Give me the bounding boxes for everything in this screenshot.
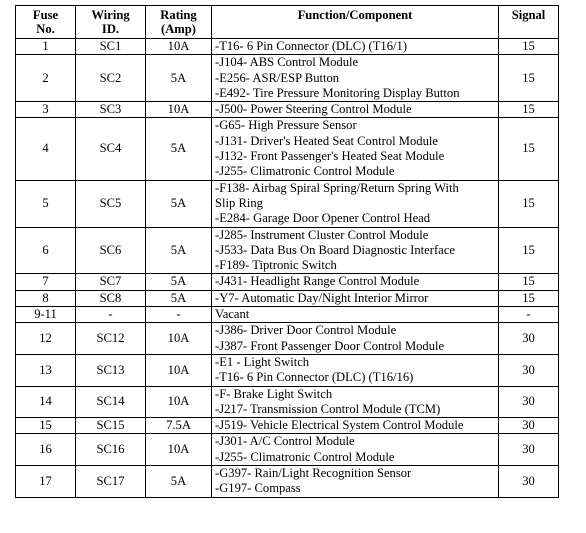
fuse-number-cell: 4	[16, 118, 76, 180]
function-component-cell	[212, 323, 499, 355]
function-line: -J301- A/C Control Module	[215, 434, 355, 449]
table-row	[16, 180, 559, 227]
table-row	[16, 102, 559, 118]
signal-cell: 30	[499, 434, 559, 466]
function-component-cell	[212, 102, 499, 118]
header-wiring-id	[76, 6, 146, 39]
function-line: -G197- Compass	[215, 481, 301, 496]
function-line: -E284- Garage Door Opener Control Head	[215, 211, 431, 226]
signal-cell: -	[499, 307, 559, 323]
function-line: -F- Brake Light Switch	[215, 386, 333, 401]
wiring-id-cell: SC5	[76, 180, 146, 227]
rating-cell: 5A	[146, 55, 212, 102]
table-row	[16, 274, 559, 290]
wiring-id-cell: SC14	[76, 386, 146, 418]
fuse-number-cell: 7	[16, 274, 76, 290]
rating-cell: 5A	[146, 118, 212, 180]
signal-cell: 15	[499, 227, 559, 274]
function-line: -J255- Climatronic Control Module	[215, 164, 395, 179]
wiring-id-cell: SC8	[76, 290, 146, 306]
header-rating-line-2: (Amp)	[161, 22, 196, 36]
function-component-cell	[212, 290, 499, 306]
table-row	[16, 307, 559, 323]
function-line: -E492- Tire Pressure Monitoring Display Button	[215, 85, 460, 100]
function-line: -F138- Airbag Spiral Spring/Return Spring With	[215, 180, 459, 195]
table-row	[16, 466, 559, 498]
function-line: -J131- Driver's Heated Seat Control Module	[215, 133, 438, 148]
rating-cell: 5A	[146, 290, 212, 306]
rating-cell: 10A	[146, 354, 212, 386]
header-wiring-line-1: Wiring	[91, 8, 130, 22]
wiring-id-cell: SC4	[76, 118, 146, 180]
fuse-number-cell: 6	[16, 227, 76, 274]
function-line: -J533- Data Bus On Board Diagnostic Interface	[215, 242, 455, 257]
function-component-cell	[212, 274, 499, 290]
function-line: -J255- Climatronic Control Module	[215, 449, 395, 464]
signal-cell: 15	[499, 55, 559, 102]
header-fuse-line-2: No.	[36, 22, 55, 36]
function-line: -J285- Instrument Cluster Control Module	[215, 227, 429, 242]
fuse-number-cell: 15	[16, 418, 76, 434]
fuse-number-cell: 17	[16, 466, 76, 498]
function-line: -J431- Headlight Range Control Module	[215, 274, 420, 289]
signal-cell: 15	[499, 102, 559, 118]
function-component-cell	[212, 118, 499, 180]
function-line: -J500- Power Steering Control Module	[215, 102, 412, 117]
function-component-cell	[212, 418, 499, 434]
function-line: -J387- Front Passenger Door Control Module	[215, 338, 445, 353]
rating-cell: 5A	[146, 274, 212, 290]
table-row	[16, 39, 559, 55]
wiring-id-cell: SC16	[76, 434, 146, 466]
signal-cell: 15	[499, 274, 559, 290]
function-component-cell	[212, 180, 499, 227]
rating-cell: 7.5A	[146, 418, 212, 434]
function-line: -T16- 6 Pin Connector (DLC) (T16/1)	[215, 39, 408, 53]
function-line: Vacant	[215, 307, 250, 322]
header-function: Function/Component	[212, 6, 499, 39]
fuse-table-body	[16, 39, 559, 498]
function-component-cell	[212, 386, 499, 418]
function-component-cell	[212, 307, 499, 323]
wiring-id-cell: SC1	[76, 39, 146, 55]
table-row	[16, 418, 559, 434]
rating-cell: 5A	[146, 227, 212, 274]
fuse-number-cell: 12	[16, 323, 76, 355]
wiring-id-cell: SC6	[76, 227, 146, 274]
fuse-number-cell: 5	[16, 180, 76, 227]
function-line: -J104- ABS Control Module	[215, 55, 359, 70]
table-row	[16, 227, 559, 274]
fuse-table-container	[15, 5, 559, 498]
wiring-id-cell: SC13	[76, 354, 146, 386]
signal-cell: 30	[499, 466, 559, 498]
header-fuse-line-1: Fuse	[32, 8, 59, 22]
function-line: -T16- 6 Pin Connector (DLC) (T16/16)	[215, 370, 414, 385]
function-component-cell	[212, 39, 499, 55]
wiring-id-cell: SC15	[76, 418, 146, 434]
wiring-id-cell: SC12	[76, 323, 146, 355]
table-row	[16, 290, 559, 306]
function-line: -F189- Tiptronic Switch	[215, 258, 337, 273]
rating-cell: 10A	[146, 323, 212, 355]
function-line: -J386- Driver Door Control Module	[215, 323, 397, 338]
signal-cell: 15	[499, 118, 559, 180]
signal-cell: 30	[499, 354, 559, 386]
header-rating	[146, 6, 212, 39]
table-row	[16, 55, 559, 102]
fuse-number-cell: 9-11	[16, 307, 76, 323]
function-line: -G397- Rain/Light Recognition Sensor	[215, 466, 412, 481]
function-line: Slip Ring	[215, 195, 263, 210]
function-line: -J132- Front Passenger's Heated Seat Module	[215, 149, 445, 164]
rating-cell: 10A	[146, 434, 212, 466]
rating-cell: 10A	[146, 102, 212, 118]
header-rating-line-1: Rating	[160, 8, 197, 22]
wiring-id-cell: SC2	[76, 55, 146, 102]
signal-cell: 15	[499, 39, 559, 55]
wiring-id-cell: SC3	[76, 102, 146, 118]
signal-cell: 15	[499, 180, 559, 227]
function-line: -J217- Transmission Control Module (TCM)	[215, 401, 441, 416]
wiring-id-cell: SC17	[76, 466, 146, 498]
rating-cell: 5A	[146, 466, 212, 498]
table-row	[16, 323, 559, 355]
rating-cell: 10A	[146, 386, 212, 418]
rating-cell: 10A	[146, 39, 212, 55]
header-signal: Signal	[499, 6, 559, 39]
function-line: -Y7- Automatic Day/Night Interior Mirror	[215, 290, 429, 305]
table-row	[16, 434, 559, 466]
fuse-number-cell: 2	[16, 55, 76, 102]
rating-cell: -	[146, 307, 212, 323]
function-component-cell	[212, 55, 499, 102]
function-component-cell	[212, 227, 499, 274]
function-component-cell	[212, 434, 499, 466]
table-row	[16, 386, 559, 418]
wiring-id-cell: -	[76, 307, 146, 323]
function-component-cell	[212, 354, 499, 386]
fuse-number-cell: 13	[16, 354, 76, 386]
fuse-number-cell: 1	[16, 39, 76, 55]
fuse-table	[15, 5, 559, 498]
function-line: -E256- ASR/ESP Button	[215, 70, 340, 85]
signal-cell: 15	[499, 290, 559, 306]
signal-cell: 30	[499, 323, 559, 355]
fuse-number-cell: 8	[16, 290, 76, 306]
rating-cell: 5A	[146, 180, 212, 227]
table-row	[16, 118, 559, 180]
table-row	[16, 354, 559, 386]
header-wiring-line-2: ID.	[101, 22, 120, 36]
fuse-number-cell: 14	[16, 386, 76, 418]
wiring-id-cell: SC7	[76, 274, 146, 290]
function-component-cell	[212, 466, 499, 498]
header-fuse-no	[16, 6, 76, 39]
function-line: -E1 - Light Switch	[215, 354, 310, 369]
fuse-number-cell: 3	[16, 102, 76, 118]
header-row	[16, 6, 559, 39]
fuse-number-cell: 16	[16, 434, 76, 466]
function-line: -G65- High Pressure Sensor	[215, 118, 357, 133]
signal-cell: 30	[499, 418, 559, 434]
function-line: -J519- Vehicle Electrical System Control Module	[215, 418, 464, 433]
signal-cell: 30	[499, 386, 559, 418]
